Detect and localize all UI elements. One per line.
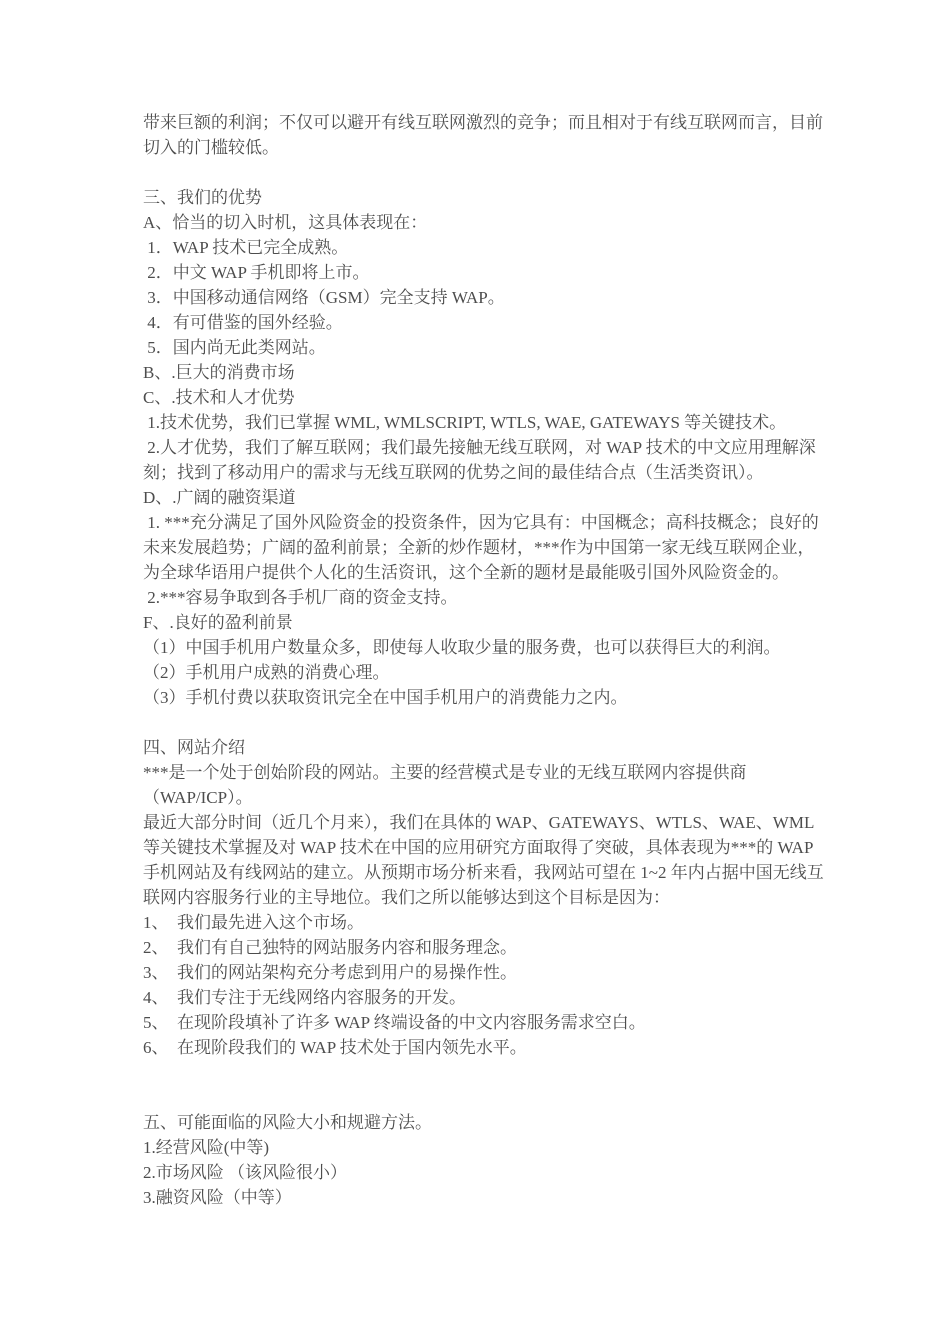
list-item: 6、 在现阶段我们的 WAP 技术处于国内领先水平。 bbox=[143, 1038, 527, 1057]
list-item: 2.人才优势，我们了解互联网；我们最先接触无线互联网，对 WAP 技术的中文应用理解深刻；找到了移动用户的需求与无线互联网的优势之间的最佳结合点（生活类资讯）。 bbox=[143, 438, 816, 482]
doc-line: D、.广阔的融资渠道 bbox=[143, 488, 296, 507]
list-item: 4、 我们专注于无线网络内容服务的开发。 bbox=[143, 988, 466, 1007]
list-item: 1、 我们最先进入这个市场。 bbox=[143, 913, 364, 932]
doc-line: ***是一个处于创始阶段的网站。主要的经营模式是专业的无线互联网内容提供商（WAP/ICP）。 bbox=[143, 763, 747, 807]
document-body bbox=[143, 110, 831, 1210]
blank-line bbox=[143, 1060, 831, 1085]
list-item: 2.***容易争取到各手机厂商的资金支持。 bbox=[143, 588, 458, 607]
list-item: 2、 我们有自己独特的网站服务内容和服务理念。 bbox=[143, 938, 517, 957]
blank-line bbox=[143, 710, 831, 735]
doc-line: F、.良好的盈利前景 bbox=[143, 613, 293, 632]
list-item: 3、 我们的网站架构充分考虑到用户的易操作性。 bbox=[143, 963, 517, 982]
list-item: 3.融资风险（中等） bbox=[143, 1188, 292, 1207]
doc-line: B、.巨大的消费市场 bbox=[143, 363, 295, 382]
list-item: 1. ***充分满足了国外风险资金的投资条件，因为它具有：中国概念；高科技概念；良好的未来发展趋势；广阔的盈利前景；全新的炒作题材，***作为中国第一家无线互联网企业，为全球华语用户提供个人化的生活资讯，这个全新的题材是最能吸引国外风险资金的。 bbox=[143, 513, 819, 582]
doc-line: 带来巨额的利润；不仅可以避开有线互联网激烈的竞争；而且相对于有线互联网而言，目前切入的门槛较低。 bbox=[143, 113, 823, 157]
list-item: 1.经营风险(中等) bbox=[143, 1138, 270, 1157]
list-item: （1）中国手机用户数量众多，即使每人收取少量的服务费，也可以获得巨大的利润。 bbox=[143, 638, 781, 657]
list-item: 4．有可借鉴的国外经验。 bbox=[143, 313, 343, 332]
blank-line bbox=[143, 1085, 831, 1110]
list-item: （2）手机用户成熟的消费心理。 bbox=[143, 663, 390, 682]
list-item: 5、 在现阶段填补了许多 WAP 终端设备的中文内容服务需求空白。 bbox=[143, 1013, 646, 1032]
list-item: 1．WAP 技术已完全成熟。 bbox=[143, 238, 349, 257]
list-item: 5．国内尚无此类网站。 bbox=[143, 338, 326, 357]
doc-line: 最近大部分时间（近几个月来），我们在具体的 WAP、GATEWAYS、WTLS、WAE、WML 等关键技术掌握及对 WAP 技术在中国的应用研究方面取得了突破，具体表现为***的 WAP 手机网站及有线网站的建立。从预期市场分析来看，我网站可望在 1~2 年内占据中国无线互联网内容服务行业的主导地位。我们之所以能够达到这个目标是因为： bbox=[143, 813, 824, 907]
list-item: 1.技术优势，我们已掌握 WML, WMLSCRIPT, WTLS, WAE, GATEWAYS 等关键技术。 bbox=[143, 413, 787, 432]
blank-line bbox=[143, 160, 831, 185]
section-heading: 五、可能面临的风险大小和规避方法。 bbox=[143, 1113, 432, 1132]
doc-line: A、恰当的切入时机，这具体表现在： bbox=[143, 213, 428, 232]
list-item: 2．中文 WAP 手机即将上市。 bbox=[143, 263, 370, 282]
list-item: （3）手机付费以获取资讯完全在中国手机用户的消费能力之内。 bbox=[143, 688, 628, 707]
doc-line: C、.技术和人才优势 bbox=[143, 388, 295, 407]
section-heading: 三、我们的优势 bbox=[143, 188, 262, 207]
section-heading: 四、网站介绍 bbox=[143, 738, 245, 757]
list-item: 3．中国移动通信网络（GSM）完全支持 WAP。 bbox=[143, 288, 505, 307]
list-item: 2.市场风险 （该风险很小） bbox=[143, 1163, 347, 1182]
